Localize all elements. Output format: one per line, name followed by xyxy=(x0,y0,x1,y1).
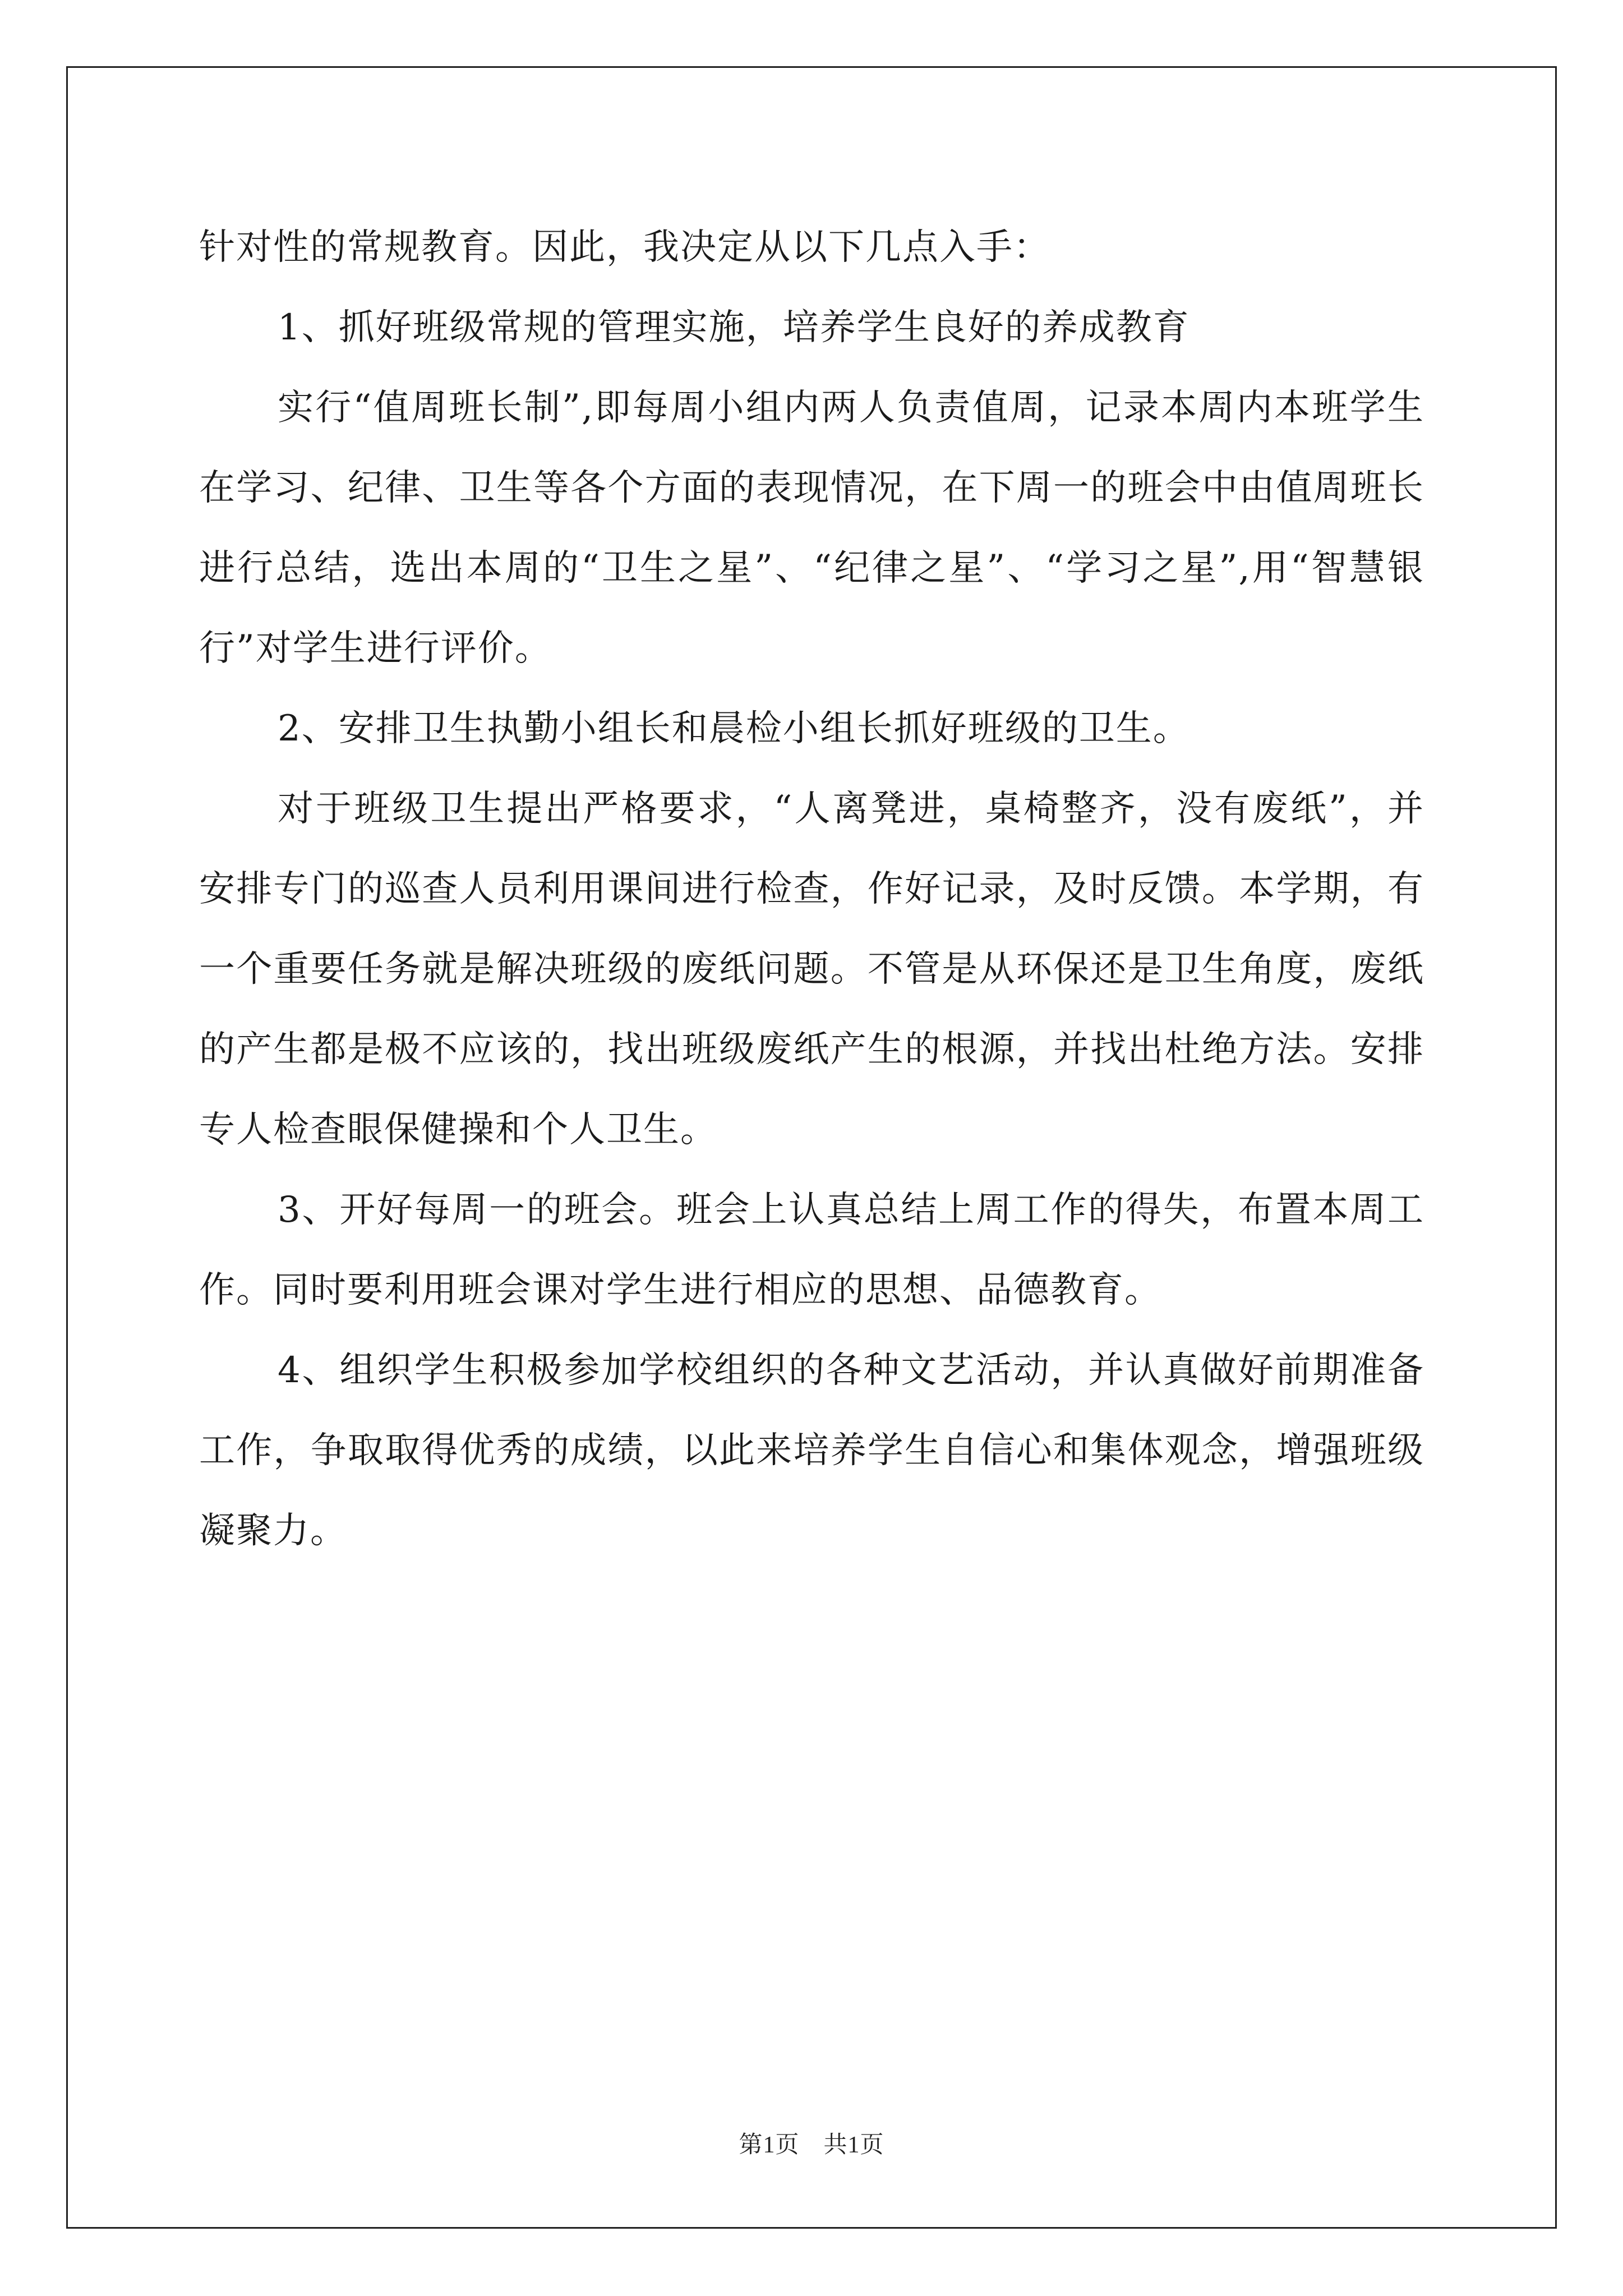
paragraph-6: 3、开好每周一的班会。班会上认真总结上周工作的得失，布置本周工作。同时要利用班会课对学生进行相应的思想、品德教育。 xyxy=(199,1189,1424,1311)
paragraph-2: 1、抓好班级常规的管理实施，培养学生良好的养成教育 xyxy=(278,307,1190,348)
paragraph-3: 实行“值周班长制”,即每周小组内两人负责值周，记录本周内本班学生在学习、纪律、卫生等各个方面的表现情况，在下周一的班会中由值周班长进行总结，选出本周的“卫生之星”、“纪律之星”、“学习之星”,用“智慧银行”对学生进行评价。 xyxy=(199,387,1424,669)
document-body xyxy=(199,208,1424,1571)
paragraph-7: 4、组织学生积极参加学校组织的各种文艺活动，并认真做好前期准备工作，争取取得优秀的成绩，以此来培养学生自信心和集体观念，增强班级凝聚力。 xyxy=(199,1350,1424,1552)
paragraph-4: 2、安排卫生执勤小组长和晨检小组长抓好班级的卫生。 xyxy=(278,708,1190,749)
paragraph-1: 针对性的常规教育。因此，我决定从以下几点入手： xyxy=(199,227,1050,268)
paragraph-5: 对于班级卫生提出严格要求，“人离凳进，桌椅整齐，没有废纸”，并安排专门的巡查人员利用课间进行检查，作好记录，及时反馈。本学期，有一个重要任务就是解决班级的废纸问题。不管是从环保还是卫生角度，废纸的产生都是极不应该的，找出班级废纸产生的根源，并找出杜绝方法。安排专人检查眼保健操和个人卫生。 xyxy=(199,788,1424,1151)
page-number-footer: 第1页 共1页 xyxy=(739,2132,884,2158)
